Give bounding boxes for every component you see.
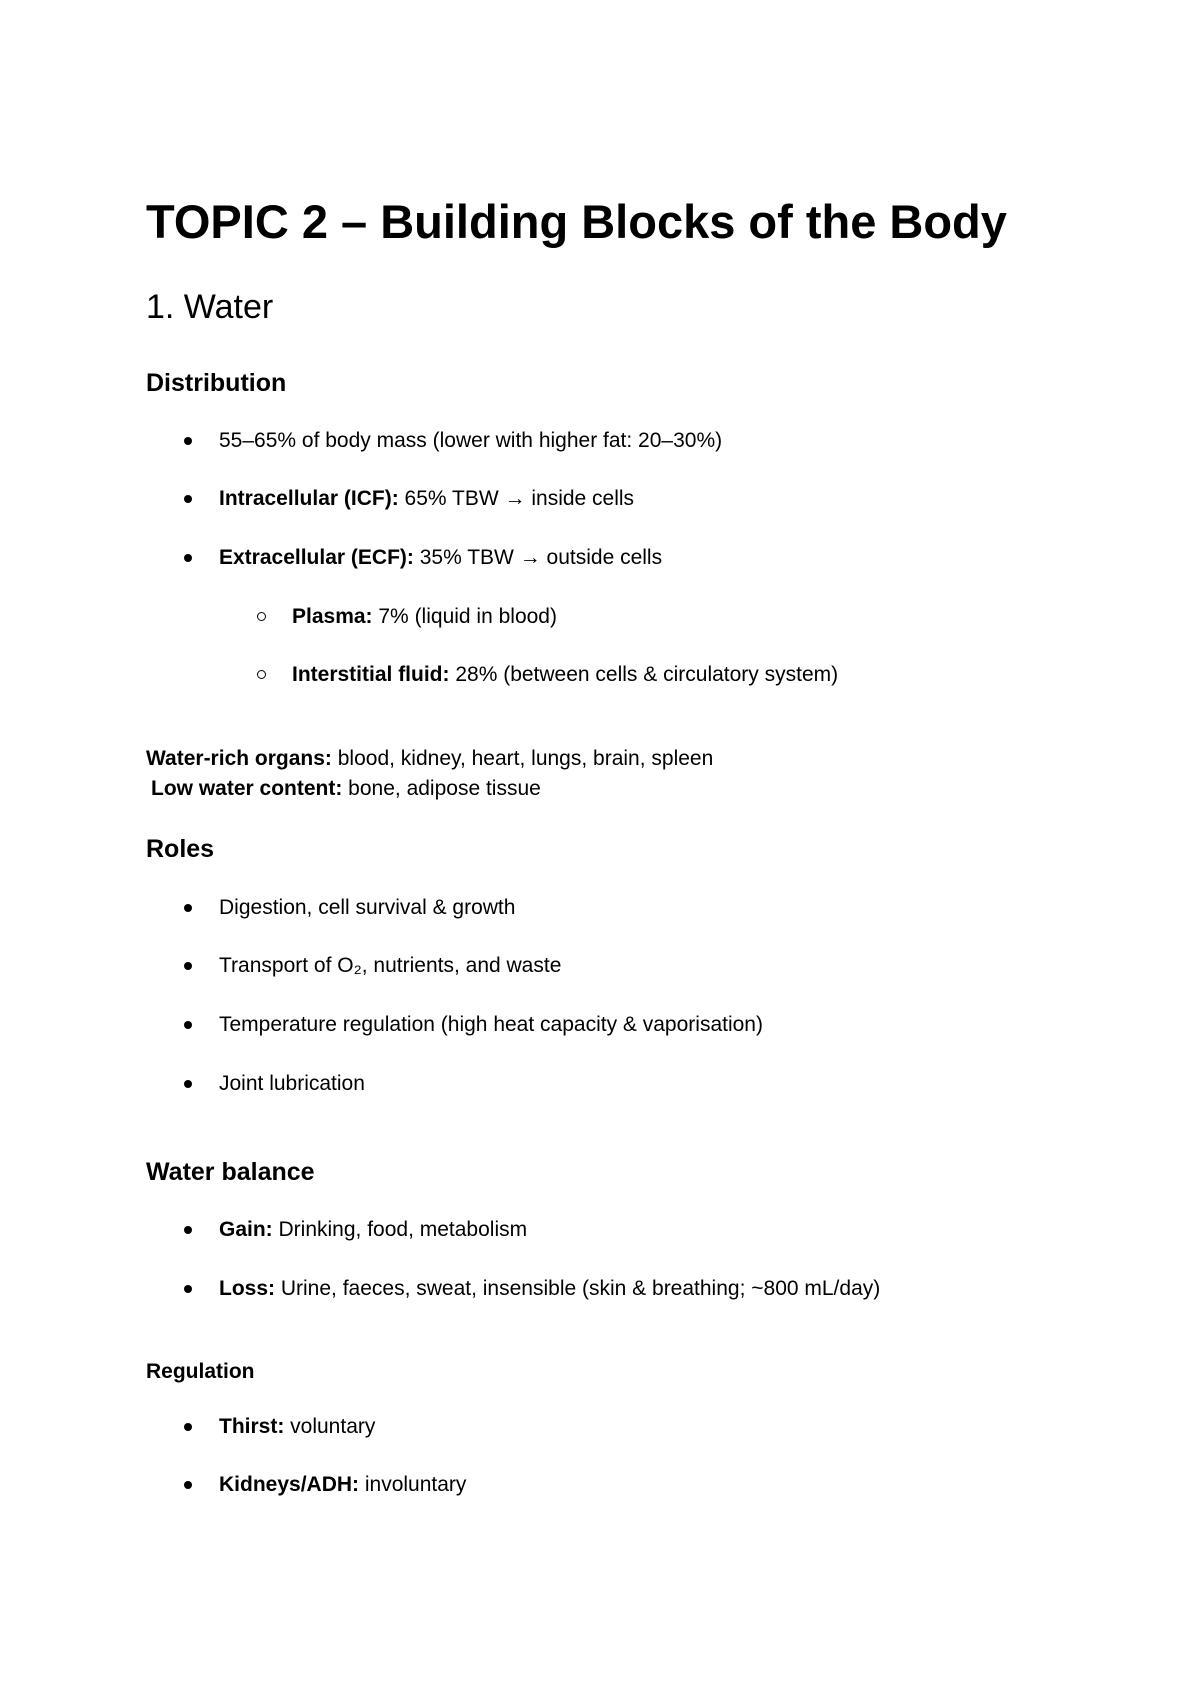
bullet-icon (184, 962, 192, 970)
list-item-text: 55–65% of body mass (lower with higher fat: 20–30%) (219, 429, 723, 452)
bullet-icon (184, 437, 192, 445)
bullet-icon (184, 1021, 192, 1029)
list-item-value: 7% (liquid in blood) (372, 605, 557, 628)
list-item-text: Digestion, cell survival & growth (219, 896, 516, 919)
list-item-text: Transport of O₂, nutrients, and waste (219, 954, 562, 977)
section-heading-water: 1. Water (146, 288, 274, 326)
list-item-label: Interstitial fluid: (292, 663, 450, 686)
low-water-value: bone, adipose tissue (342, 777, 541, 800)
bullet-icon (184, 554, 192, 562)
list-item-label: Intracellular (ICF): (219, 487, 399, 510)
low-water-label: Low water content: (151, 777, 343, 800)
list-item-value: Urine, faeces, sweat, insensible (skin & breathing; ~800 mL/day) (275, 1277, 881, 1300)
list-item-text (219, 1217, 527, 1243)
list-item-label: Plasma: (292, 605, 373, 628)
list-item-value: involuntary (359, 1473, 467, 1496)
list-item-value: Drinking, food, metabolism (272, 1218, 528, 1241)
list-item-text (292, 604, 557, 630)
water-balance-heading: Water balance (146, 1158, 315, 1186)
list-item-label: Thirst: (219, 1415, 285, 1438)
hollow-bullet-icon (257, 612, 266, 621)
roles-heading: Roles (146, 835, 215, 863)
regulation-heading: Regulation (146, 1360, 255, 1383)
bullet-icon (184, 495, 192, 503)
low-water-content-line (151, 776, 541, 802)
list-item-text (219, 1414, 375, 1440)
list-item-label: Loss: (219, 1277, 276, 1300)
list-item-text (292, 662, 838, 688)
list-item-text (219, 1276, 880, 1302)
water-rich-label: Water-rich organs: (146, 747, 332, 770)
list-item-value: 65% TBW → inside cells (398, 487, 635, 510)
document-title: TOPIC 2 – Building Blocks of the Body (146, 195, 1007, 248)
water-rich-organs-line (146, 746, 713, 772)
bullet-icon (184, 1285, 192, 1293)
list-item-value: 28% (between cells & circulatory system) (449, 663, 839, 686)
list-item-label: Gain: (219, 1218, 273, 1241)
list-item-text (219, 486, 634, 512)
list-item-value: voluntary (284, 1415, 376, 1438)
list-item-text (219, 545, 662, 571)
hollow-bullet-icon (257, 670, 266, 679)
list-item-text: Joint lubrication (219, 1072, 365, 1095)
bullet-icon (184, 1481, 192, 1489)
bullet-icon (184, 1080, 192, 1088)
bullet-icon (184, 904, 192, 912)
distribution-heading: Distribution (146, 369, 287, 397)
water-rich-value: blood, kidney, heart, lungs, brain, spleen (331, 747, 714, 770)
list-item-text: Temperature regulation (high heat capacity & vaporisation) (219, 1013, 763, 1036)
list-item-value: 35% TBW → outside cells (413, 546, 663, 569)
list-item-text (219, 1472, 466, 1498)
bullet-icon (184, 1423, 192, 1431)
list-item-label: Kidneys/ADH: (219, 1473, 360, 1496)
bullet-icon (184, 1226, 192, 1234)
list-item-label: Extracellular (ECF): (219, 546, 414, 569)
